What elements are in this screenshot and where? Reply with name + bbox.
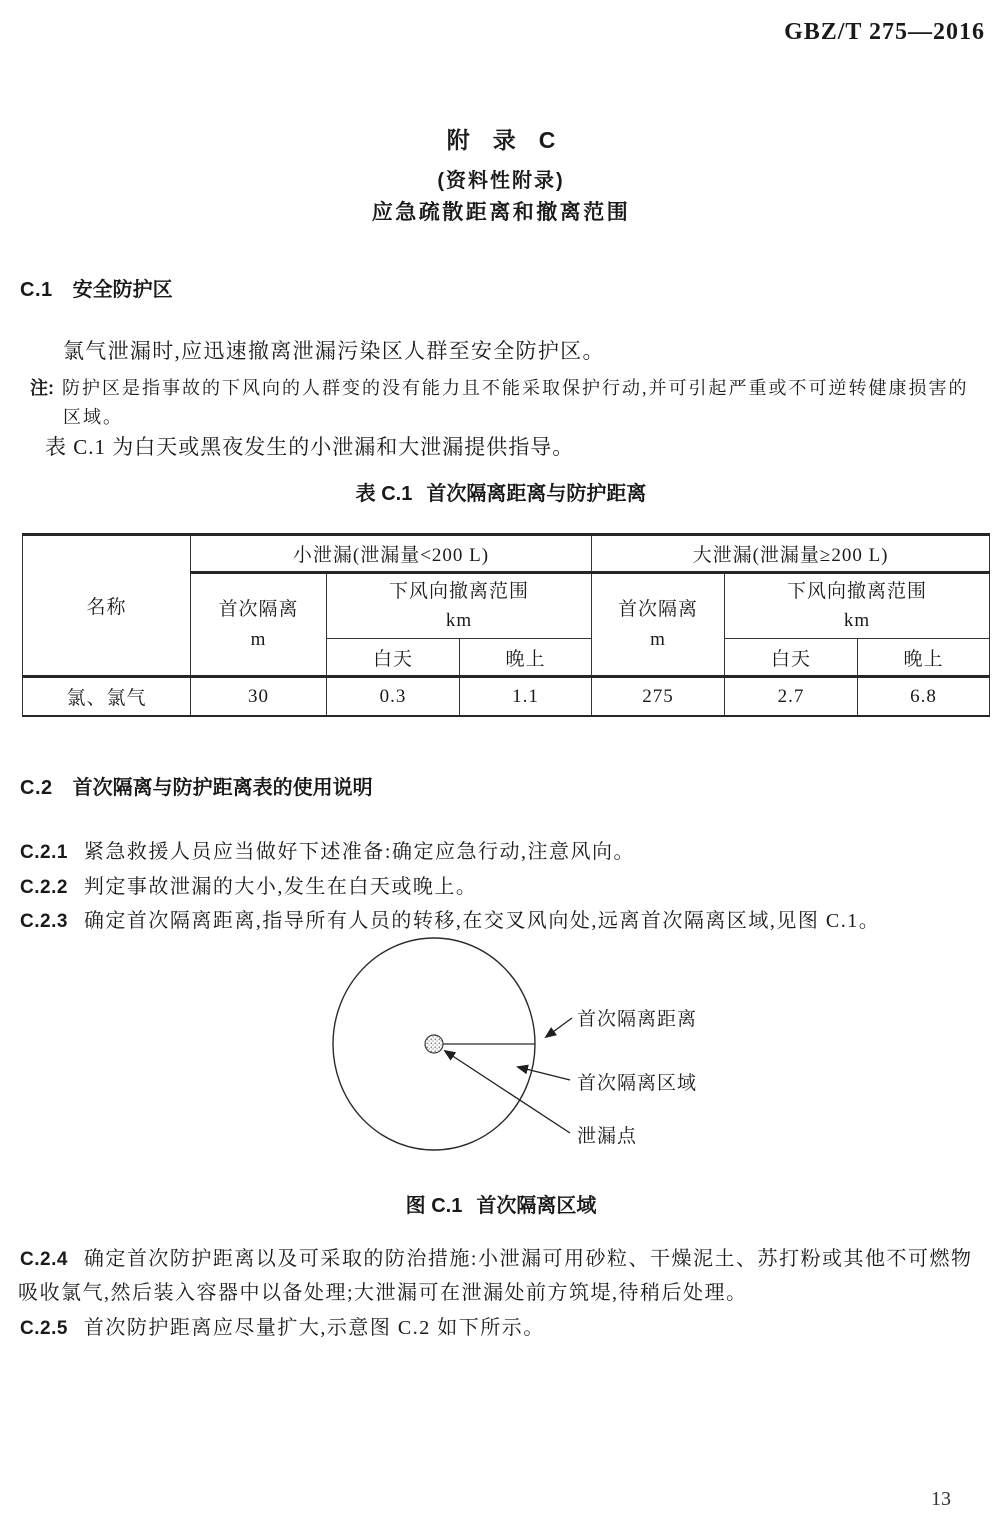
section-c1-title: 安全防护区 [72, 279, 173, 301]
clause-c224-line1 [20, 1249, 972, 1269]
cell-substance-name: 氯、氯气 [23, 677, 191, 717]
clause-c223-text: 确定首次隔离距离,指导所有人员的转移,在交叉风向处,远离首次隔离区域,见图 C.1。 [83, 910, 881, 932]
arrow-leak-point [445, 1051, 570, 1133]
figure-c1-diagram [318, 930, 708, 1168]
section-c2-title: 首次隔离与防护距离表的使用说明 [72, 777, 373, 799]
th-large-downwind-text: 下风向撤离范围 [787, 580, 928, 602]
page-number: 13 [931, 1488, 951, 1510]
clause-c225-text: 首次防护距离应尽量扩大,示意图 C.2 如下所示。 [83, 1317, 545, 1339]
note-label: 注: [30, 378, 54, 398]
section-c2-heading [20, 778, 373, 798]
arrow-isolation-distance [546, 1018, 572, 1037]
cell-small-night: 1.1 [460, 677, 592, 717]
clause-c221-text: 紧急救援人员应当做好下述准备:确定应急行动,注意风向。 [83, 841, 635, 863]
figure-label-isolation-distance: 首次隔离距离 [577, 1009, 698, 1030]
appendix-heading: 应急疏散距离和撤离范围 [371, 201, 631, 224]
paragraph-evacuation: 氯气泄漏时,应迅速撤离泄漏污染区人群至安全防护区。 [63, 339, 605, 363]
arrow-isolation-zone [518, 1067, 570, 1080]
th-small-first-isolation-unit: m [250, 628, 267, 650]
clause-c222 [20, 877, 477, 897]
clause-c223 [20, 911, 880, 931]
note-line-2: 区域。 [63, 407, 123, 427]
th-small-day: 白天 [327, 639, 460, 677]
appendix-subtitle: (资料性附录) [437, 170, 565, 192]
th-large-day: 白天 [725, 639, 858, 677]
clause-c221 [20, 842, 635, 862]
th-small-downwind [327, 573, 592, 639]
clause-c224-line2: 吸收氯气,然后装入容器中以备处理;大泄漏可在泄漏处前方筑堤,待稍后处理。 [18, 1282, 748, 1304]
table-c1 [22, 533, 990, 717]
note-line-1 [30, 379, 969, 397]
appendix-title: 附 录 C [446, 127, 556, 153]
paragraph-table-intro: 表 C.1 为白天或黑夜发生的小泄漏和大泄漏提供指导。 [45, 435, 575, 459]
figure-caption-title: 首次隔离区域 [476, 1195, 597, 1217]
figure-caption-number: 图 C.1 [405, 1195, 463, 1217]
clause-c222-text: 判定事故泄漏的大小,发生在白天或晚上。 [83, 876, 478, 898]
clause-c224-number: C.2.4 [20, 1249, 68, 1270]
th-small-leak: 小泄漏(泄漏量<200 L) [191, 535, 592, 573]
th-large-night: 晚上 [858, 639, 990, 677]
th-small-downwind-text: 下风向撤离范围 [389, 580, 530, 602]
cell-large-night: 6.8 [858, 677, 990, 717]
cell-large-isolation: 275 [592, 677, 725, 717]
th-large-downwind [725, 573, 990, 639]
th-large-first-isolation-unit: m [650, 628, 666, 650]
th-large-downwind-unit: km [843, 610, 871, 631]
th-large-first-isolation-text: 首次隔离 [618, 599, 699, 621]
figure-label-leak-point: 泄漏点 [577, 1126, 638, 1147]
clause-c224-text1: 确定首次防护距离以及可采取的防治措施:小泄漏可用砂粒、干燥泥土、苏打粉或其他不可燃物 [83, 1248, 973, 1270]
th-small-first-isolation [191, 573, 327, 677]
table-row [23, 677, 990, 717]
th-large-first-isolation [592, 573, 725, 677]
figure-caption [0, 1196, 1002, 1216]
clause-c225 [20, 1318, 545, 1338]
clause-c225-number: C.2.5 [20, 1318, 68, 1339]
clause-c223-number: C.2.3 [20, 911, 68, 932]
section-c1-heading [20, 280, 173, 300]
th-small-first-isolation-text: 首次隔离 [218, 599, 299, 621]
table-caption-title: 首次隔离距离与防护距离 [426, 483, 647, 505]
cell-small-isolation: 30 [191, 677, 327, 717]
clause-c222-number: C.2.2 [20, 877, 68, 898]
section-c2-number: C.2 [20, 777, 53, 799]
th-small-night: 晚上 [460, 639, 592, 677]
leak-point-dot [425, 1035, 443, 1053]
table-caption [0, 484, 1002, 504]
section-c1-number: C.1 [20, 279, 53, 301]
th-large-leak: 大泄漏(泄漏量≥200 L) [592, 535, 990, 573]
th-small-downwind-unit: km [445, 610, 473, 631]
table-caption-number: 表 C.1 [355, 483, 413, 505]
cell-large-day: 2.7 [725, 677, 858, 717]
figure-label-isolation-zone: 首次隔离区域 [577, 1073, 698, 1094]
note-text: 防护区是指事故的下风向的人群变的没有能力且不能采取保护行动,并可引起严重或不可逆转健康损害的 [62, 378, 969, 398]
clause-c221-number: C.2.1 [20, 842, 68, 863]
th-name: 名称 [23, 535, 191, 677]
standard-code: GBZ/T 275—2016 [784, 19, 985, 45]
cell-small-day: 0.3 [327, 677, 460, 717]
